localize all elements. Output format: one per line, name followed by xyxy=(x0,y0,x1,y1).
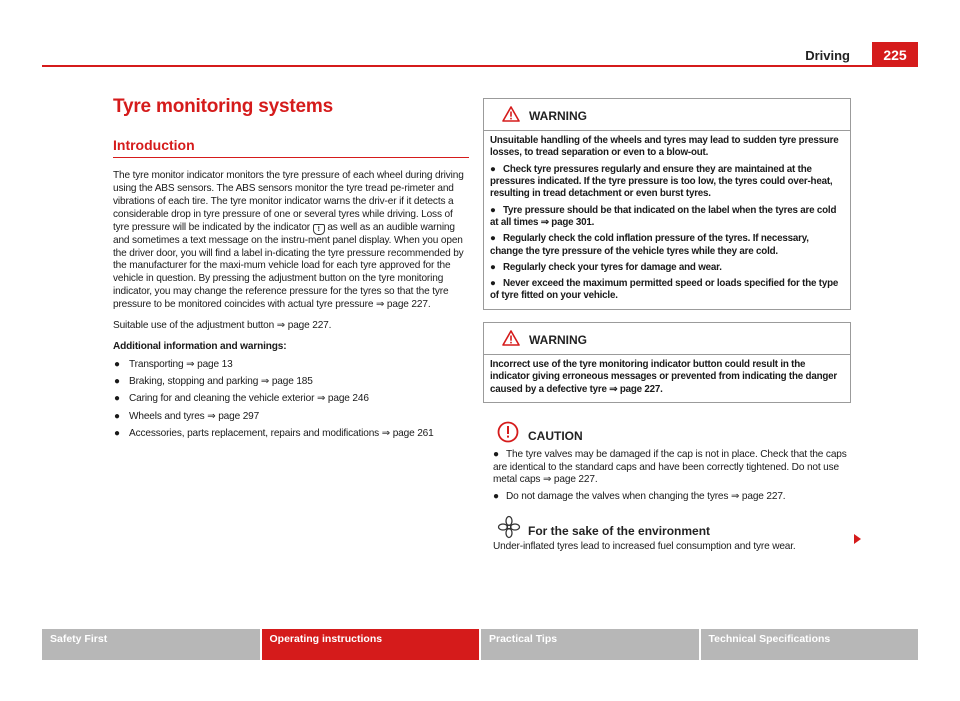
warning-item-text: Check tyre pressures regularly and ensure they are maintained at the pressures indicated. If the tyre pressure is too low, the tyres could over-heat, resulting in tread detachment or even burst tyres. xyxy=(490,163,833,200)
page-number: 225 xyxy=(872,42,918,67)
environment-text: Under-inflated tyres lead to increased fuel consumption and tyre wear. xyxy=(493,541,796,553)
warning-item xyxy=(490,233,844,258)
warning-triangle-icon xyxy=(502,106,520,122)
running-header-title: Driving xyxy=(805,48,850,63)
caution-list xyxy=(483,449,851,503)
reference-list xyxy=(113,359,469,441)
list-item xyxy=(113,411,469,424)
additional-info-heading: Additional information and warnings: xyxy=(113,340,287,352)
warning-intro: Unsuitable handling of the wheels and tyres may lead to sudden tyre pressure losses, to tread separation or even to a blow-out. xyxy=(490,135,839,159)
warning-body xyxy=(484,131,850,309)
bullet-dot: ● xyxy=(114,376,120,388)
warning-text: Incorrect use of the tyre monitoring indicator button could result in the indicator giving erroneous messages or prevented from indicating the danger caused by a defective tyre ⇒ page 227. xyxy=(490,358,838,395)
environment-label: For the sake of the environment xyxy=(528,524,711,539)
warning-item xyxy=(490,278,844,303)
list-item xyxy=(113,376,469,389)
list-item xyxy=(113,359,469,372)
list-item xyxy=(113,428,469,441)
list-item-text: Caring for and cleaning the vehicle exterior ⇒ page 246 xyxy=(129,393,369,405)
intro-paragraph-text: The tyre monitor indicator monitors the tyre pressure of each wheel during driving using the ABS sensors. The ABS sensors monitor the tyre tread pe-rimeter and vibrations of each tire. The tyre monitor indicator warns the driv-er if it detects a considerable drop in tyre pressure of one or several tyres while driving. Loss of tyre pressure will be indicated by the indicator xyxy=(113,170,464,233)
section-title: Tyre monitoring systems xyxy=(113,96,333,117)
bullet-dot: ● xyxy=(493,449,499,461)
warning-item-text: Tyre pressure should be that indicated on the label when the tyres are cold at all times ⇒ page 301. xyxy=(490,204,837,229)
continue-arrow-icon xyxy=(854,534,861,544)
subsection-title: Introduction xyxy=(113,137,469,158)
intro-paragraph xyxy=(113,170,469,312)
warning-item xyxy=(490,205,844,230)
adjustment-paragraph: Suitable use of the adjustment button ⇒ page 227. xyxy=(113,320,332,332)
right-column xyxy=(483,98,851,554)
warning-item-text: Regularly check the cold inflation pressure of the tyres. If necessary, change the tyre pressure of the vehicle tyres while they are cold. xyxy=(490,233,809,257)
caution-item-text: The tyre valves may be damaged if the cap is not in place. Check that the caps are identical to the standard caps and have been correctly tightened. Do not use metal caps ⇒ page 227. xyxy=(493,449,847,486)
bullet-dot: ● xyxy=(114,428,120,440)
list-item xyxy=(113,393,469,406)
caution-item xyxy=(483,491,851,504)
list-item-text: Transporting ⇒ page 13 xyxy=(129,358,233,370)
warning-body xyxy=(484,355,850,402)
tyre-pressure-indicator-icon: ! xyxy=(313,224,325,235)
bullet-dot: ● xyxy=(490,204,496,216)
bullet-dot: ● xyxy=(490,233,496,245)
intro-paragraph-rest: as well as an audible warning and sometimes a text message on the instru-ment panel display. When you open the driver door, you will find a label in-dicating the tyre pressure recommended by the manufacturer for the maxi-mum vehicle load for each tyre approved for the vehicle in question. By pressing the adjustment button on the tyre monitoring indicator, you may change the reference pressure for the tyres so that the tyre pressure to be monitored coincides with actual tyre pressure ⇒ page 227. xyxy=(113,221,464,311)
bullet-dot: ● xyxy=(490,261,496,273)
warning-item-text: Never exceed the maximum permitted speed or loads specified for the type of tyre fitted on your vehicle. xyxy=(490,278,839,302)
bullet-dot: ● xyxy=(490,163,496,175)
caution-circle-icon xyxy=(497,421,519,443)
caution-header xyxy=(483,421,851,443)
footer-tab-safety-first[interactable]: Safety First xyxy=(42,629,260,660)
bullet-dot: ● xyxy=(114,393,120,405)
warning-box xyxy=(483,98,851,310)
list-item-text: Accessories, parts replacement, repairs and modifications ⇒ page 261 xyxy=(129,428,434,440)
caution-item-text: Do not damage the valves when changing the tyres ⇒ page 227. xyxy=(506,490,786,502)
warning-header xyxy=(484,323,850,355)
environment-flower-icon xyxy=(497,515,521,539)
header-rule xyxy=(42,65,918,67)
warning-header xyxy=(484,99,850,131)
bullet-dot: ● xyxy=(490,278,496,290)
footer-tab-technical-specifications[interactable]: Technical Specifications xyxy=(701,629,919,660)
bullet-dot: ● xyxy=(493,490,499,502)
warning-box-button xyxy=(483,322,851,403)
warning-triangle-icon xyxy=(502,330,520,346)
footer-tab-operating-instructions[interactable]: Operating instructions xyxy=(262,629,480,660)
warning-label: WARNING xyxy=(529,332,587,347)
bullet-dot: ● xyxy=(114,358,120,370)
left-column xyxy=(113,96,469,445)
environment-header xyxy=(483,515,851,539)
list-item-text: Wheels and tyres ⇒ page 297 xyxy=(129,410,260,422)
bullet-dot: ● xyxy=(114,410,120,422)
footer-tab-practical-tips[interactable]: Practical Tips xyxy=(481,629,699,660)
warning-label: WARNING xyxy=(529,109,587,123)
warning-item xyxy=(490,164,844,201)
list-item-text: Braking, stopping and parking ⇒ page 185 xyxy=(129,376,313,388)
caution-label: CAUTION xyxy=(528,429,583,444)
caution-item xyxy=(483,449,851,487)
footer-nav xyxy=(42,629,918,660)
warning-item-text: Regularly check your tyres for damage and wear. xyxy=(503,261,722,273)
warning-item xyxy=(490,262,844,274)
